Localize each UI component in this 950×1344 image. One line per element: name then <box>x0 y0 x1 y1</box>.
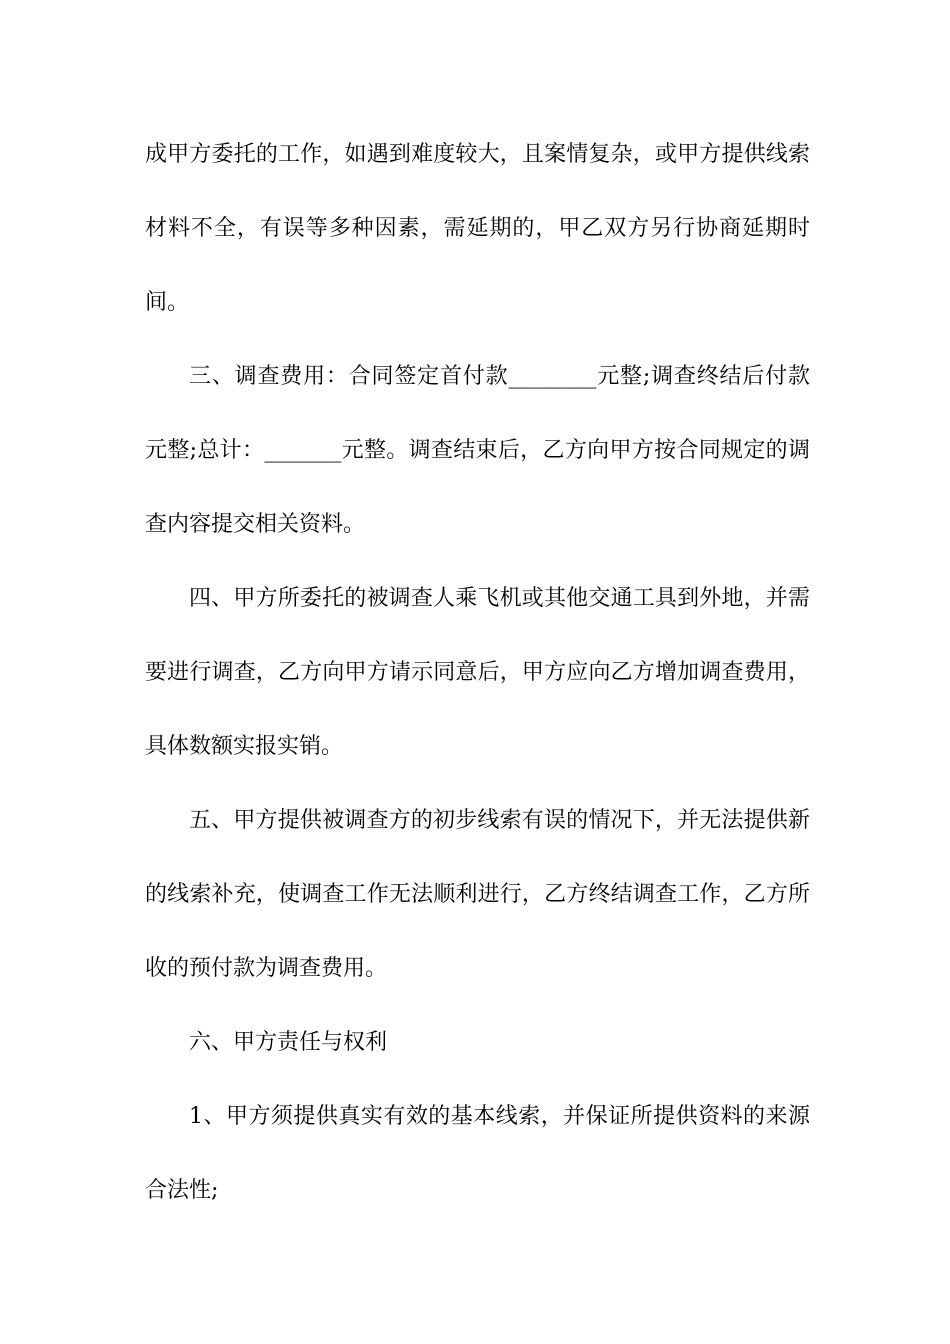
paragraph-section-3-fees: 三、调查费用：合同签定首付款________元整;调查终结后付款元整;总计：_______元整。调查结束后，乙方向甲方按合同规定的调查内容提交相关资料。 <box>145 364 810 537</box>
paragraph-delay-clause: 成甲方委托的工作，如遇到难度较大，且案情复杂，或甲方提供线索材料不全，有误等多种因素，需延期的，甲乙双方另行协商延期时间。 <box>145 142 810 315</box>
heading-section-6: 六、甲方责任与权利 <box>189 1030 388 1055</box>
paragraph-section-6-item-1: 1、甲方须提供真实有效的基本线索，并保证所提供资料的来源合法性; <box>145 1104 810 1203</box>
paragraph-section-4-travel: 四、甲方所委托的被调查人乘飞机或其他交通工具到外地，并需要进行调查，乙方向甲方请示同意后，甲方应向乙方增加调查费用，具体数额实报实销。 <box>145 586 810 759</box>
document-body <box>145 118 810 1228</box>
paragraph-section-5-clues: 五、甲方提供被调查方的初步线索有误的情况下，并无法提供新的线索补充，使调查工作无法顺利进行，乙方终结调查工作，乙方所收的预付款为调查费用。 <box>145 808 810 981</box>
